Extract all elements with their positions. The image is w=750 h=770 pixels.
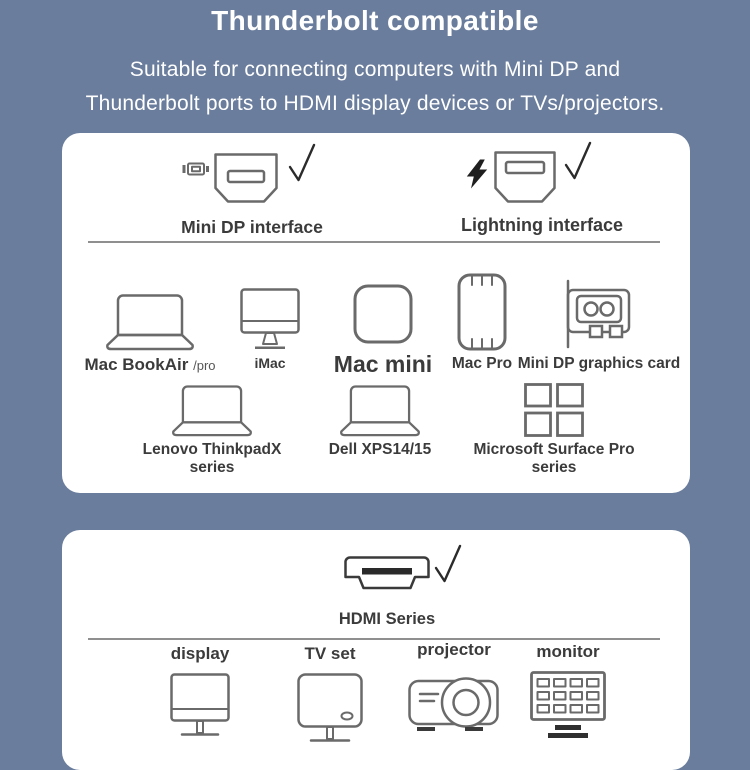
device-label: Mini DP graphics card xyxy=(517,355,681,372)
hdmi-outputs-card xyxy=(62,530,690,770)
device-label: Mac mini xyxy=(333,351,433,377)
device-label: Mac Pro xyxy=(451,355,513,372)
graphics-card-icon xyxy=(562,279,636,351)
lightning-connector-icon xyxy=(494,151,556,203)
page-title: Thunderbolt compatible xyxy=(211,5,539,36)
device-mac-mini xyxy=(323,271,443,378)
output-label: TV set xyxy=(304,644,356,663)
laptop-icon xyxy=(172,385,252,437)
laptop-icon xyxy=(340,385,420,437)
lightning-interface-group xyxy=(402,145,682,249)
imac-icon xyxy=(240,288,300,351)
hdmi-connector-icon xyxy=(344,556,430,590)
card-divider xyxy=(88,638,660,640)
device-lenovo-thinkpad xyxy=(122,375,302,477)
device-imac xyxy=(220,271,320,371)
check-icon xyxy=(288,143,316,183)
device-label-suffix: /pro xyxy=(193,358,216,373)
output-display xyxy=(140,644,260,737)
device-label: Lenovo ThinkpadX series xyxy=(142,441,282,476)
device-label: iMac xyxy=(254,355,286,371)
device-macbook xyxy=(70,271,230,375)
device-label: Dell XPS14/15 xyxy=(328,441,432,458)
lightning-interface-label: Lightning interface xyxy=(461,215,623,235)
output-label: display xyxy=(170,644,230,663)
mini-dp-connector-icon xyxy=(214,153,278,203)
hdmi-interface-group xyxy=(302,542,472,638)
output-tv-set xyxy=(270,644,390,743)
surface-squares-icon xyxy=(524,383,584,437)
tv-icon xyxy=(297,673,363,743)
laptop-icon xyxy=(106,294,194,351)
mini-dp-plug-icon xyxy=(182,161,212,177)
hdmi-interface-label: HDMI Series xyxy=(338,610,436,628)
mini-dp-interface-group xyxy=(120,145,384,249)
device-label: Mac BookAir /pro xyxy=(84,355,216,374)
subtitle-line-1: Suitable for connecting computers with Mini DP and xyxy=(129,58,621,81)
check-icon xyxy=(434,544,462,584)
lightning-bolt-icon xyxy=(466,159,488,189)
compatible-sources-card xyxy=(62,133,690,493)
subtitle-line-2: Thunderbolt ports to HDMI display devices or TVs/projectors. xyxy=(85,92,665,115)
device-graphics-card xyxy=(514,271,684,373)
monitor-grid-icon xyxy=(530,671,606,741)
output-monitor xyxy=(507,642,629,741)
projector-icon xyxy=(408,669,500,733)
output-projector xyxy=(392,640,516,733)
mac-mini-icon xyxy=(353,284,413,344)
mini-dp-interface-label: Mini DP interface xyxy=(181,217,323,237)
device-label: Microsoft Surface Pro series xyxy=(473,441,635,476)
card-divider xyxy=(88,241,660,243)
mac-pro-icon xyxy=(457,273,507,351)
check-icon xyxy=(564,141,592,181)
device-dell-xps xyxy=(310,375,450,459)
display-icon xyxy=(170,673,230,737)
output-label: monitor xyxy=(536,642,600,661)
device-surface-pro xyxy=(454,375,654,477)
output-label: projector xyxy=(417,640,491,659)
